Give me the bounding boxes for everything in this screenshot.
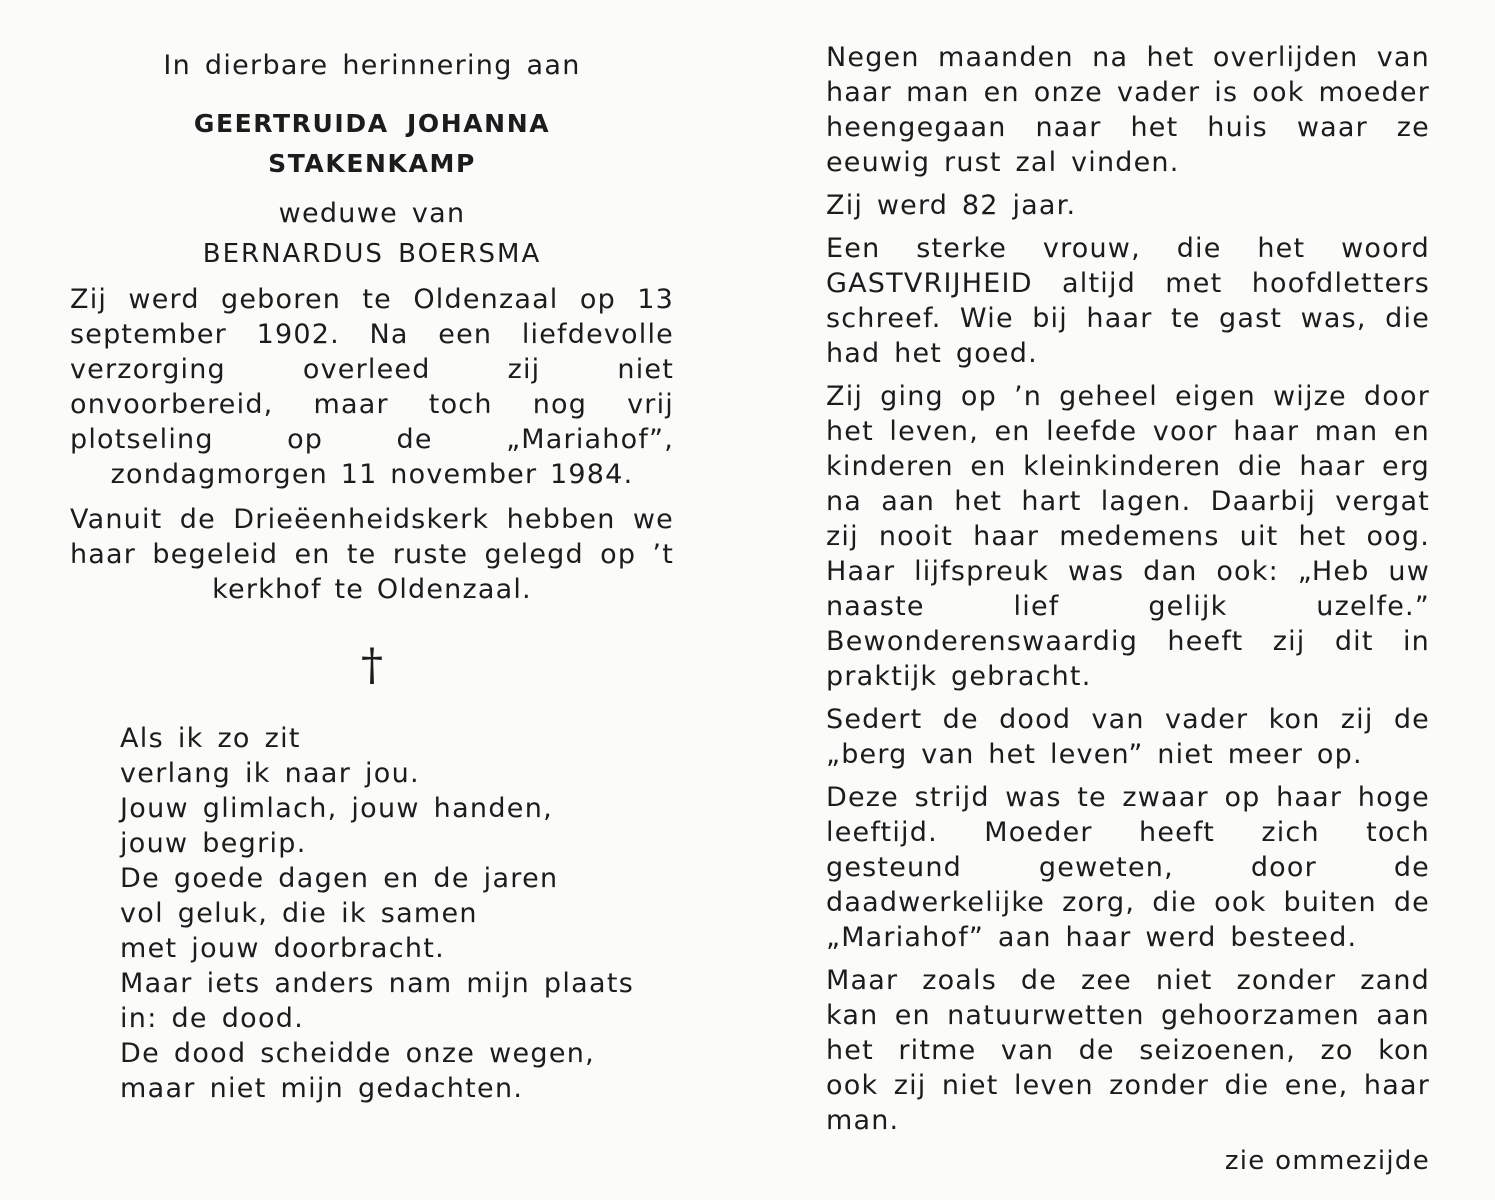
paragraph-passing: Negen maanden na het overlijden van haar man en onze vader is ook moeder heengegaan naar het huis waar ze eeuwig rust zal vinden. (826, 42, 1430, 178)
birth-death-paragraph: Zij werd geboren te Oldenzaal op 13 september 1902. Na een liefdevolle verzorging overleed zij niet onvoorbereid, maar toch nog vrij plotseling op de „Mariahof”, zondagmorgen 11 november 1984. (70, 284, 674, 490)
poem-line: met jouw doorbracht. (120, 933, 446, 964)
paragraph-sea: Maar zoals de zee niet zonder zand kan en natuurwetten gehoorzamen aan het ritme van de seizoenen, zo kon ook zij niet leven zonder die ene, haar man. (826, 965, 1430, 1136)
poem-line: Maar iets anders nam mijn plaats (120, 968, 635, 999)
poem-line: in: de dood. (120, 1003, 305, 1034)
widow-of-label: weduwe van (278, 198, 466, 229)
paragraph-life: Zij ging op ’n geheel eigen wijze door het leven, en leefde voor haar man en kinderen en kleinkinderen die haar erg na aan het hart lagen. Daarbij vergat zij nooit haar medemens uit het oog. Haar lijfspreuk was dan ook: „Heb uw naaste lief gelijk uzelfe.” Bewonderenswaardig heeft zij dit in praktijk gebracht. (826, 381, 1430, 692)
poem-line: De goede dagen en de jaren (120, 863, 559, 894)
husband-name: BERNARDUS BOERSMA (202, 239, 542, 269)
paragraph-struggle: Deze strijd was te zwaar op haar hoge leeftijd. Moeder heeft zich toch gesteund geweten, door de daadwerkelijke zorg, die ook buiten de „Mariahof” aan haar werd besteed. (826, 782, 1430, 953)
poem-line: Jouw glimlach, jouw handen, (120, 793, 553, 824)
burial-paragraph: Vanuit de Drieëenheidskerk hebben we haar begeleid en te ruste gelegd op ’t kerkhof te Oldenzaal. (70, 504, 674, 605)
poem-line: Als ik zo zit (120, 723, 301, 754)
poem-line: verlang ik naar jou. (120, 758, 420, 789)
poem-line: vol geluk, die ik samen (120, 898, 478, 929)
paragraph-age: Zij werd 82 jaar. (826, 190, 1077, 221)
left-column (70, 48, 674, 1106)
deceased-name-last: STAKENKAMP (268, 149, 476, 178)
paragraph-since-father: Sedert de dood van vader kon zij de „berg van het leven” niet meer op. (826, 704, 1430, 770)
poem-line: jouw begrip. (120, 828, 307, 859)
see-other-side-note: zie ommezijde (1224, 1146, 1430, 1176)
paragraph-hospitality: Een sterke vrouw, die het woord GASTVRIJHEID altijd met hoofdletters schreef. Wie bij haar te gast was, die had het goed. (826, 233, 1430, 369)
poem-line: maar niet mijn gedachten. (120, 1073, 524, 1104)
deceased-name-first: GEERTRUIDA JOHANNA (193, 109, 551, 138)
poem (120, 721, 674, 1106)
poem-line: De dood scheidde onze wegen, (120, 1038, 596, 1069)
intro-line: In dierbare herinnering aan (163, 50, 581, 81)
cross-icon: † (361, 640, 383, 691)
right-column (826, 40, 1430, 1176)
